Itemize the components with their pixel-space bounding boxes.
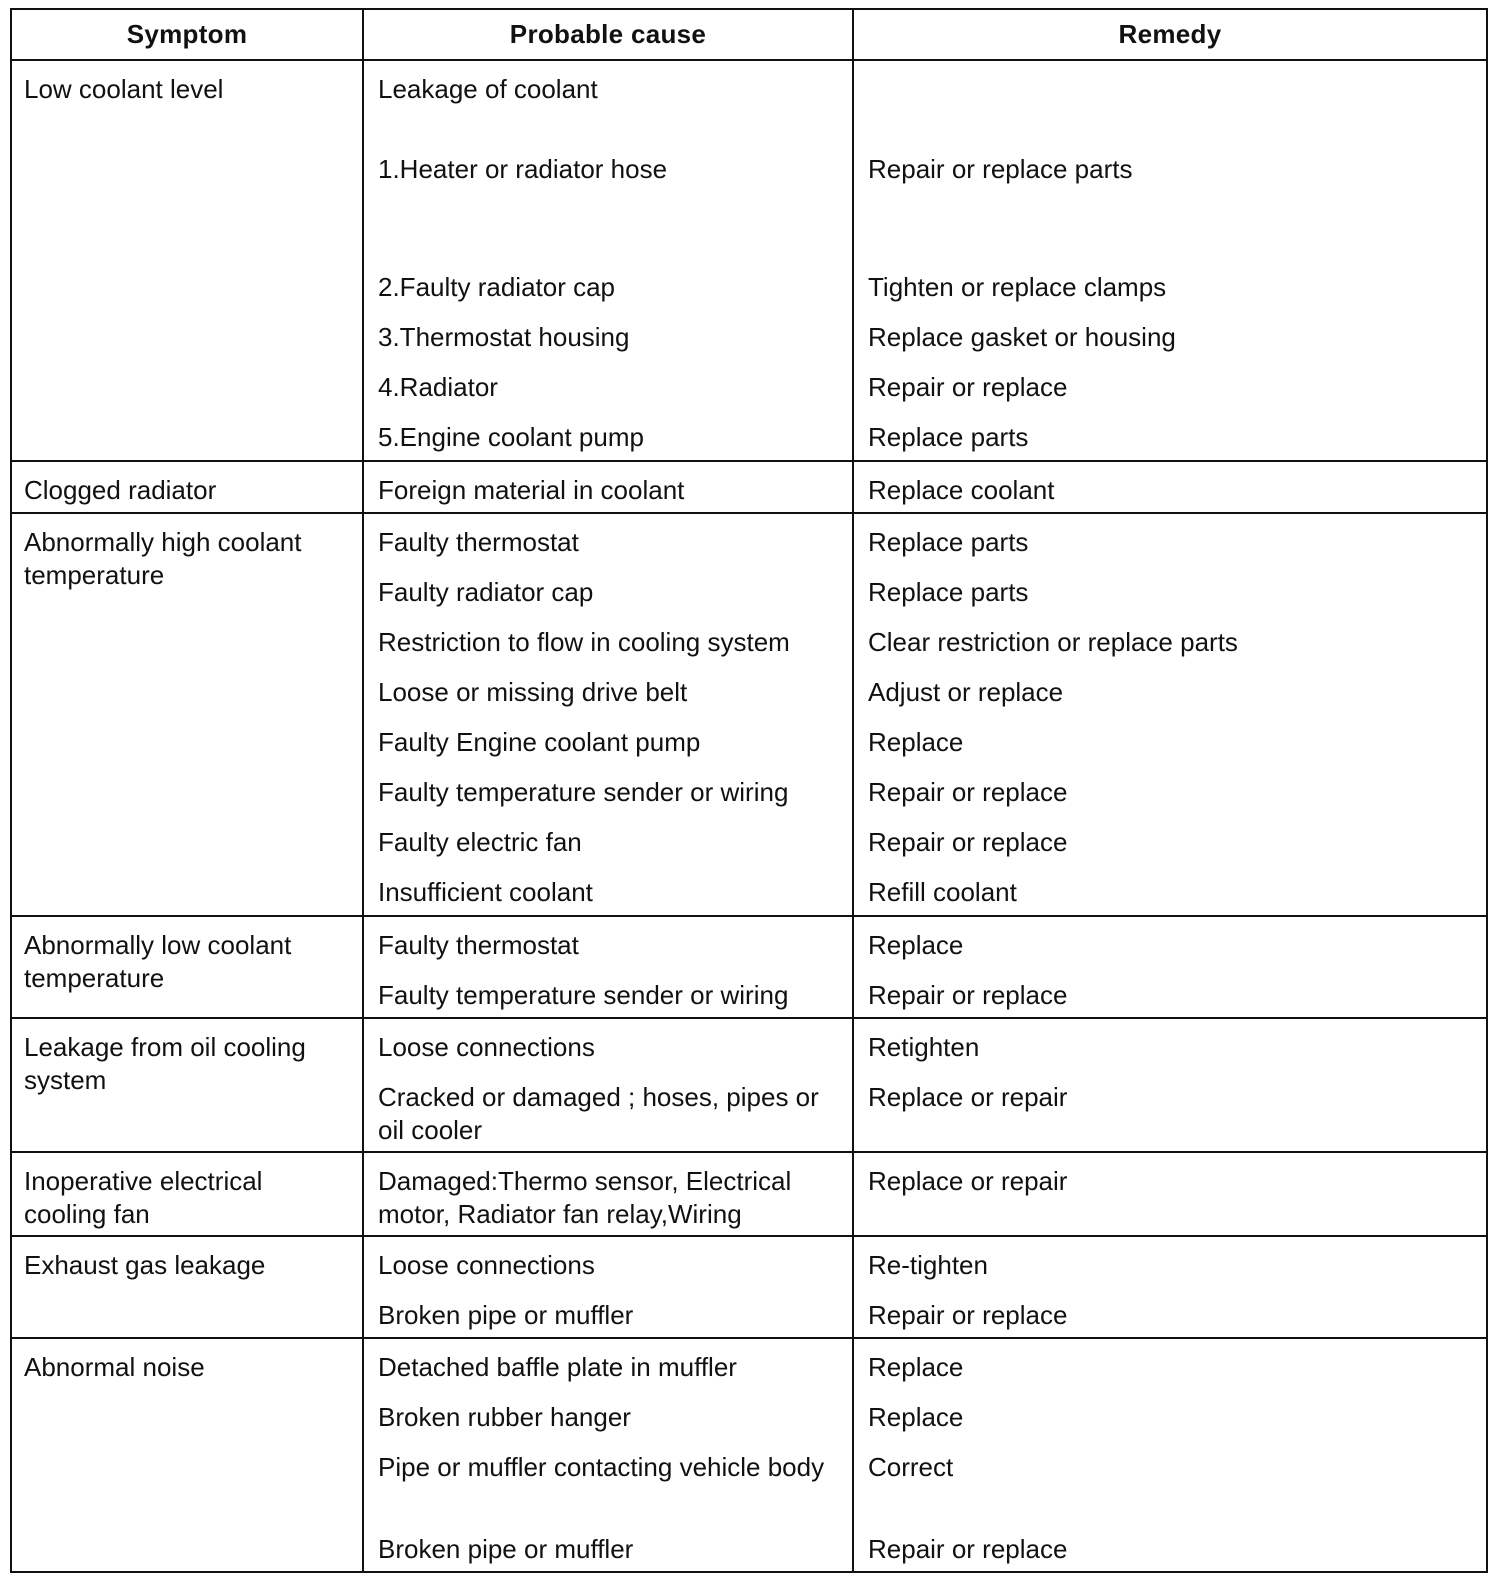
cause-column bbox=[364, 1339, 854, 1571]
cause-cell: Leakage of coolant bbox=[378, 74, 598, 104]
remedy-cell: Replace or repair bbox=[868, 1082, 1068, 1112]
remedy-cell: Replace parts bbox=[868, 527, 1029, 557]
cause-cell: 3.Thermostat housing bbox=[378, 322, 630, 352]
remedy-cell: Correct bbox=[868, 1452, 954, 1482]
symptom-cell: Inoperative electrical cooling fan bbox=[12, 1153, 364, 1235]
cause-cell: Restriction to flow in cooling system bbox=[378, 627, 790, 657]
cause-cell: Damaged:Thermo sensor, Electrical motor, Radiator fan relay,Wiring bbox=[378, 1166, 792, 1229]
remedy-cell: Replace bbox=[868, 727, 964, 757]
remedy-cell: Re-tighten bbox=[868, 1250, 988, 1280]
cause-cell: Faulty electric fan bbox=[378, 827, 582, 857]
symptom-cell: Leakage from oil cooling system bbox=[12, 1019, 364, 1151]
remedy-cell: Refill coolant bbox=[868, 877, 1017, 907]
remedy-column bbox=[854, 1019, 1486, 1151]
remedy-cell: Replace bbox=[868, 1402, 964, 1432]
remedy-cell: Clear restriction or replace parts bbox=[868, 627, 1238, 657]
cause-cell: Faulty Engine coolant pump bbox=[378, 727, 701, 757]
troubleshooting-table bbox=[10, 8, 1488, 1573]
symptom-cell: Clogged radiator bbox=[12, 462, 364, 512]
cause-cell: Faulty thermostat bbox=[378, 930, 579, 960]
remedy-cell: Replace parts bbox=[868, 577, 1029, 607]
remedy-cell: Repair or replace bbox=[868, 372, 1068, 402]
symptom-cell: Low coolant level bbox=[12, 61, 364, 460]
table-group bbox=[12, 1237, 1486, 1339]
table-group bbox=[12, 514, 1486, 917]
remedy-cell: Repair or replace bbox=[868, 827, 1068, 857]
cause-column bbox=[364, 514, 854, 915]
header-probable-cause: Probable cause bbox=[364, 10, 854, 59]
header-remedy: Remedy bbox=[1118, 19, 1222, 49]
cause-column bbox=[364, 61, 854, 460]
remedy-cell: Replace gasket or housing bbox=[868, 322, 1176, 352]
remedy-column bbox=[854, 462, 1486, 512]
remedy-cell: Replace or repair bbox=[868, 1166, 1068, 1196]
symptom-cell: Abnormal noise bbox=[12, 1339, 364, 1571]
remedy-cell: Replace parts bbox=[868, 422, 1029, 452]
cause-cell: Faulty temperature sender or wiring bbox=[378, 980, 789, 1010]
remedy-column bbox=[854, 61, 1486, 460]
symptom-cell: Exhaust gas leakage bbox=[12, 1237, 364, 1337]
remedy-cell: Retighten bbox=[868, 1032, 980, 1062]
cause-cell: 1.Heater or radiator hose bbox=[378, 154, 668, 184]
remedy-column bbox=[854, 1153, 1486, 1235]
remedy-cell bbox=[868, 61, 1478, 139]
cause-column bbox=[364, 1237, 854, 1337]
remedy-cell: Repair or replace bbox=[868, 1534, 1068, 1564]
cause-cell: Detached baffle plate in muffler bbox=[378, 1352, 737, 1382]
cause-cell: Cracked or damaged ; hoses, pipes or oil cooler bbox=[378, 1082, 819, 1145]
remedy-cell: Tighten or replace clamps bbox=[868, 272, 1167, 302]
remedy-cell: Repair or replace parts bbox=[868, 154, 1133, 184]
remedy-column bbox=[854, 514, 1486, 915]
cause-cell: Loose connections bbox=[378, 1250, 595, 1280]
cause-column bbox=[364, 917, 854, 1017]
remedy-cell: Adjust or replace bbox=[868, 677, 1064, 707]
cause-cell: 2.Faulty radiator cap bbox=[378, 272, 616, 302]
remedy-cell: Replace coolant bbox=[868, 475, 1055, 505]
cause-cell: Insufficient coolant bbox=[378, 877, 593, 907]
cause-cell: Broken pipe or muffler bbox=[378, 1534, 634, 1564]
cause-cell: Faulty radiator cap bbox=[378, 577, 594, 607]
remedy-cell: Replace bbox=[868, 1352, 964, 1382]
cause-cell: Faulty thermostat bbox=[378, 527, 579, 557]
symptom-cell: Abnormally high coolant temperature bbox=[12, 514, 364, 915]
cause-cell: Pipe or muffler contacting vehicle body bbox=[378, 1452, 825, 1482]
cause-cell: 4.Radiator bbox=[378, 372, 498, 402]
cause-cell: Broken pipe or muffler bbox=[378, 1300, 634, 1330]
cause-cell: Foreign material in coolant bbox=[378, 475, 685, 505]
cause-column bbox=[364, 1153, 854, 1235]
cause-cell: Faulty temperature sender or wiring bbox=[378, 777, 789, 807]
symptom-cell: Abnormally low coolant temperature bbox=[12, 917, 364, 1017]
remedy-column bbox=[854, 917, 1486, 1017]
remedy-column bbox=[854, 1237, 1486, 1337]
remedy-column bbox=[854, 1339, 1486, 1571]
cause-cell: Loose connections bbox=[378, 1032, 595, 1062]
cause-column bbox=[364, 1019, 854, 1151]
table-group bbox=[12, 1019, 1486, 1153]
cause-cell: Loose or missing drive belt bbox=[378, 677, 688, 707]
remedy-cell: Repair or replace bbox=[868, 1300, 1068, 1330]
table-header bbox=[12, 10, 1486, 61]
remedy-cell: Repair or replace bbox=[868, 980, 1068, 1010]
table-group bbox=[12, 1339, 1486, 1571]
cause-column bbox=[364, 462, 854, 512]
header-symptom: Symptom bbox=[12, 10, 364, 59]
cause-cell: Broken rubber hanger bbox=[378, 1402, 631, 1432]
table-group bbox=[12, 1153, 1486, 1237]
remedy-cell: Repair or replace bbox=[868, 777, 1068, 807]
table-body bbox=[12, 61, 1486, 1571]
cause-cell: 5.Engine coolant pump bbox=[378, 422, 644, 452]
table-group bbox=[12, 61, 1486, 462]
table-group bbox=[12, 462, 1486, 514]
table-group bbox=[12, 917, 1486, 1019]
remedy-cell: Replace bbox=[868, 930, 964, 960]
